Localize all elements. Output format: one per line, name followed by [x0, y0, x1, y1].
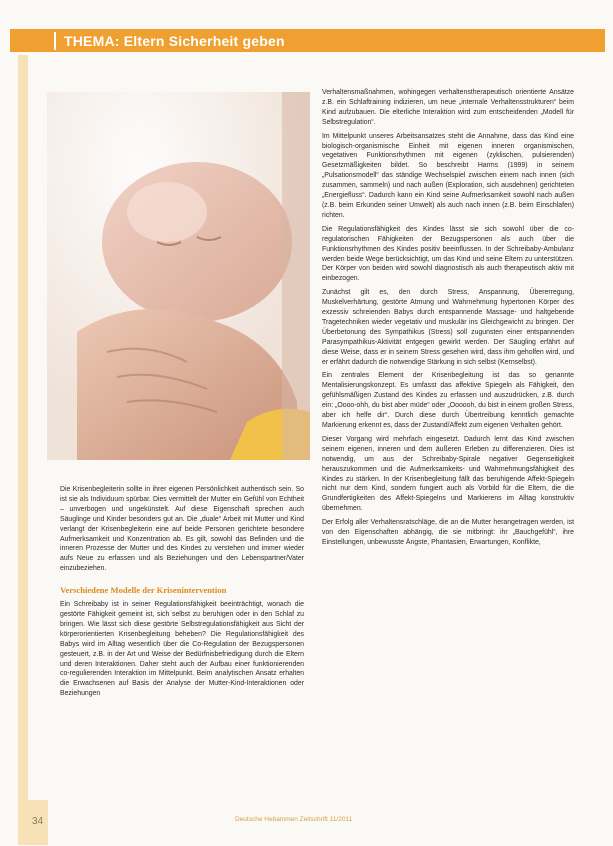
banner-title: THEMA: Eltern Sicherheit geben — [64, 32, 285, 49]
paragraph: Zunächst gilt es, den durch Stress, Anspannung, Übererregung, Muskelverhärtung, gestörte Atmung und Wahrnehmung hypertonen Körper des exzessiv schreienden Babys durch entspannende Massage- und haltgebende Tragetechniken wieder vegetativ und muskulär ins Gleichgewicht zu bringen. Der Überbetonung des Sympathikus (Stress) soll zugunsten einer entspannenden Parasympathikus-Aktivität entgegen gewirkt werden. Der Säugling erfährt auf diese Weise, dass er in seinem Stress gesehen wird, dass ihm geholfen wird, und er erfährt dadurch die notwendige Stärkung in sich selbst (Kernselbst). — [322, 289, 574, 366]
paragraph: Dieser Vorgang wird mehrfach eingesetzt. Dadurch lernt das Kind zwischen seinem eigenen, inneren und dem äußeren Erleben zu differenzieren. Dies ist notwendig, um aus der Schreibaby-Spirale negativer Gegenseitigkeit herauszukommen und die Aufmerksamkeits- und Wahrnehmungsfähigkeit des Kindes zu stärken. In der Krisenbegleitung fällt das beruhigende Affekt-Spiegeln nicht nur dem Kind, sondern fungiert auch als Vorbild für die Eltern, die die Grundfertigkeiten des Affekt-Spiegelns und Markierens im Alltag konstruktiv übernehmen. — [322, 435, 574, 513]
paragraph: Die Regulationsfähigkeit des Kindes lässt sie sich sowohl über die co-regulatorischen Fähigkeiten der Bezugspersonen als auch über die Funktionsrhythmen des Kindes positiv beeinflussen. In der Schreibaby-Ambulanz werden beide Wege berücksichtigt, um das Kind und seine Eltern zu unterstützen. Der Körper von beiden wird sowohl diagnostisch als auch therapeutisch aktiv mit einbezogen. — [322, 225, 574, 283]
intro-paragraph: Die Krisenbegleiterin sollte in ihrer eigenen Persönlichkeit authentisch sein. So ist sie als Individuum spürbar. Dies vermittelt der Mutter ein Gefühl von Echtheit – unverbogen und ungekünstelt. Auf diese Eigenschaft sprechen auch Säuglinge und Kinder besonders gut an. Die „duale“ Arbeit mit Mutter und Kind verlangt der Krisenbegleiterin eine auf beide Personen gerichtete besondere Aufmerksamkeit und Konzentration ab. Es gilt, sowohl das Befinden und die inneren Prozesse der Mutter und des Kindes zu verstehen und immer wieder aufs Neue zu erfassen und als Beziehungen und den Lebenspartner/Vater einzubeziehen. — [60, 486, 304, 573]
journal-footer: Deutsche Hebammen Zeitschrift 11/2011 — [235, 816, 353, 823]
page-number: 34 — [32, 816, 44, 827]
newborn-photo — [47, 92, 310, 460]
paragraph: Verhaltensmaßnahmen, wohingegen verhaltenstherapeutisch orientierte Ansätze z.B. ein Schlaftraining indizieren, um neue „internale Verhaltensstrukturen“ beim Kind aufzubauen. Die elterliche Interaktion wird zum entscheidenden „Modell für Selbstregulation“. — [322, 89, 574, 126]
paragraph: Ein zentrales Element der Krisenbegleitung ist das so genannte Mentalisierungskonzept. Es umfasst das affektive Spiegeln als Fähigkeit, den gefühlsmäßigen Zustand des Kindes zu erfassen und auszudrücken, z.B. durch ein: „Oooo-ohh, du bist aber müde“ oder „Oooooh, du bist in einem großen Stress, aber ich helfe dir“. Durch diese durch Übertreibung kenntlich gemachte Markierung erkennt es, dass der Zustand/Affekt zum eigenen Verhalten gehört. — [322, 372, 574, 429]
paragraph: Der Erfolg aller Verhaltensratschläge, die an die Mutter herangetragen werden, ist von den Eigenschaften abhängig, die sie mitbringt: ihr „Bauchgefühl“, ihre Einstellungen, unbewusste Ängste, Phantasien, Erwartungen, Konflikte, — [322, 519, 574, 546]
section-paragraph: Ein Schreibaby ist in seiner Regulationsfähigkeit beeinträchtigt, wonach die gestörte Fähigkeit gemeint ist, sich selbst zu beruhigen oder in den Schlaf zu bringen. Wie lässt sich diese gestörte Selbstregulationsfähigkeit aus Sicht der körperorientierten Krisenbegleitung beheben? Die Regulationsfähigkeit des Babys wird im Alltag wesentlich über die Co-Regulation der Bezugspersonen gesteuert, z.B. in der Art und Weise der Bedürfnisbefriedigung durch die Eltern und deren Interaktionen. Daher steht auch der Aufbau einer funktionierenden co-regulierenden Interaktion im Mittelpunkt. Beim analytischen Ansatz erhalten die Erwachsenen auf Basis der Analyse der Mutter-Kind-Interaktionen oder Beziehungen — [60, 601, 304, 698]
topic-banner — [10, 29, 605, 52]
left-text-column — [60, 485, 304, 703]
left-margin-stripe — [18, 55, 28, 845]
paragraph: Im Mittelpunkt unseres Arbeitsansatzes steht die Annahme, dass das Kind eine biologisch-organismische Einheit mit eigenen inneren organismischen, vegetativen Funktionsrhythmen mit eigenen (zyklischen, pulsierenden) Gesetzmäßigkeiten bildet. So beschreibt Harms (1999) in seinem „Pulsationsmodell“ das ständige Wechselspiel zwischen einem nach innen (sich zusammen, sammeln) und nach außen (Exploration, sich ausdehnen) gerichteten „Energiefluss“. Dadurch kann ein Kind seine Aufmerksamkeit sowohl nach außen (z.B. beim Erkunden seiner Umwelt) als auch nach innen (z.B. beim Einschlafen) richten. — [322, 132, 574, 219]
banner-divider — [54, 32, 56, 50]
right-text-column — [322, 88, 574, 552]
section-subheading: Verschiedene Modelle der Krisenintervention — [60, 585, 227, 596]
baby-head-shape — [102, 162, 292, 322]
